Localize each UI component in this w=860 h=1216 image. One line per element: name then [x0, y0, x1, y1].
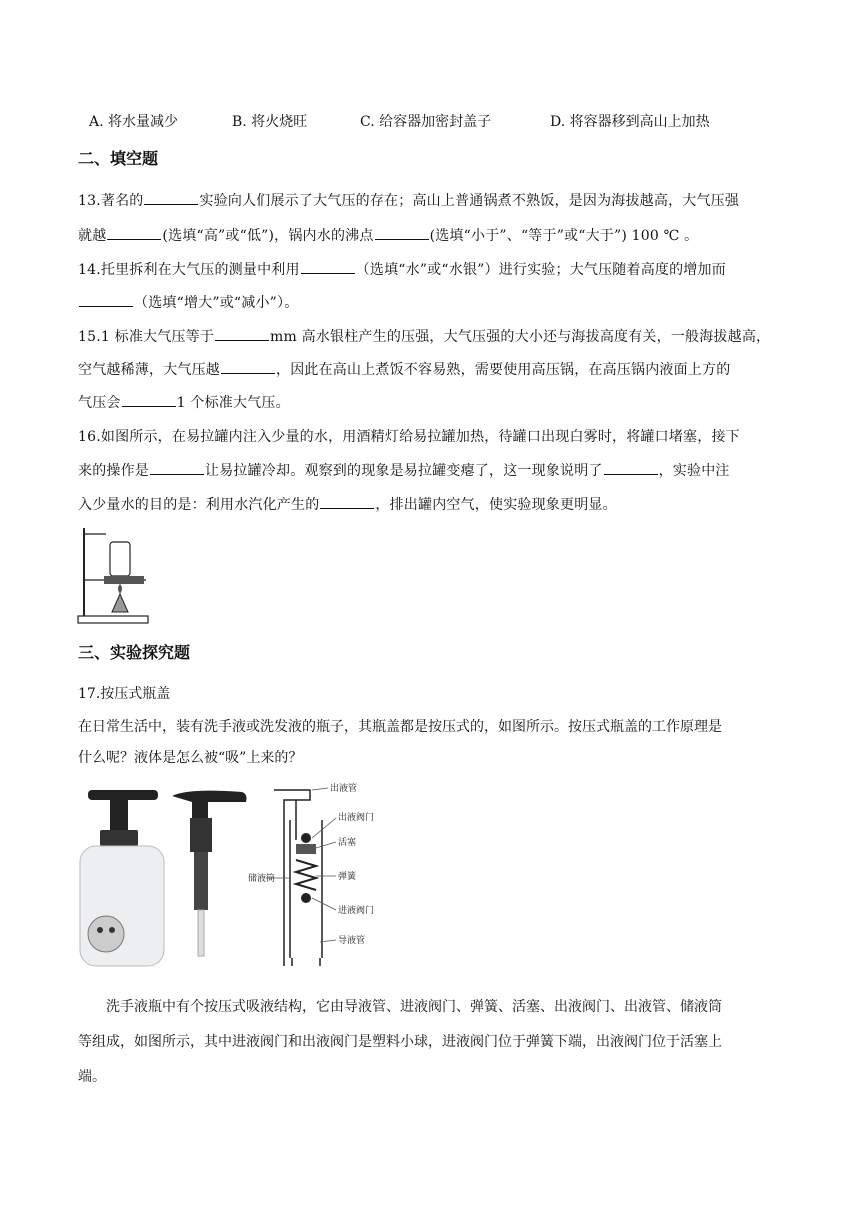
character-eye: [97, 927, 103, 933]
question-16-line-1: [78, 426, 740, 446]
text: 14.托里拆利在大气压的测量中利用: [78, 262, 300, 278]
text: 来的操作是: [78, 463, 149, 479]
text: 入少量水的目的是：利用水汽化产生的: [78, 497, 320, 513]
answer-blank[interactable]: [215, 327, 269, 341]
label-spring: 弹簧: [338, 872, 357, 882]
question-17-title: 17.按压式瓶盖: [78, 686, 171, 702]
text: mm 高水银柱产生的压强，大气压强的大小还与海拔高度有关，一般海拔越高，: [270, 329, 771, 345]
text: 空气越稀薄，大气压越: [78, 362, 220, 378]
inlet-valve-ball: [301, 893, 311, 903]
text: 就越: [78, 228, 107, 244]
can: [110, 542, 130, 576]
question-17-line-2: 什么呢？液体是怎么被“吸”上来的？: [78, 750, 303, 766]
question-13-line-1: [78, 190, 739, 210]
soap-bottle-figure: [78, 784, 168, 970]
text: 13.著名的: [78, 193, 144, 209]
option-b: B. 将火烧旺: [232, 114, 308, 130]
option-c: C. 给容器加密封盖子: [360, 114, 492, 130]
answer-blank[interactable]: [301, 260, 355, 274]
text: (选填“高”或“低”)，锅内水的沸点: [162, 228, 374, 244]
question-14-line-1: [78, 259, 726, 279]
guide-tube-walls: [292, 958, 320, 966]
wire-gauze: [104, 576, 144, 584]
pump-structure-diagram: [248, 780, 402, 972]
question-17-para-line-3: 端。: [78, 1069, 106, 1085]
text: （选填“增大”或“减小”）。: [134, 295, 299, 311]
answer-blank[interactable]: [107, 226, 161, 240]
question-13-line-2: [78, 225, 698, 245]
text: 实验向人们展示了大气压的存在；高山上普通锅煮不熟饭，是因为海拔越高，大气压强: [199, 193, 740, 209]
answer-blank[interactable]: [221, 360, 275, 374]
text: 气压会: [78, 395, 121, 411]
text: 15.1 标准大气压等于: [78, 329, 215, 345]
pump-head: [88, 790, 158, 800]
leader-line: [312, 898, 336, 910]
pump-cylinder: [194, 852, 208, 910]
stand-base: [78, 616, 148, 623]
pump-figure: [168, 788, 258, 958]
answer-blank[interactable]: [604, 461, 658, 475]
label-piston: 活塞: [338, 838, 357, 848]
text: ，实验中注: [658, 463, 730, 479]
flame: [118, 584, 122, 594]
question-16-line-3: [78, 494, 617, 514]
question-17-line-1: 在日常生活中，装有洗手液或洗发液的瓶子，其瓶盖都是按压式的，如图所示。按压式瓶盖的工作原理是: [78, 719, 722, 735]
leader-line: [312, 818, 336, 838]
can-heating-figure: [76, 522, 156, 626]
answer-blank[interactable]: [150, 461, 204, 475]
section-heading-fill-blank: 二、填空题: [78, 149, 159, 168]
pump-cap: [190, 818, 212, 852]
text: ，因此在高山上煮饭不容易熟，需要使用高压锅，在高压锅内液面上方的: [276, 362, 731, 378]
pump-neck: [110, 800, 128, 830]
label-guide-tube: 导液管: [338, 936, 366, 946]
text: 1 个标准大气压。: [176, 395, 290, 411]
text: ，排出罐内空气，使实验现象更明显。: [375, 497, 617, 513]
leader-line: [312, 788, 328, 790]
alcohol-lamp: [112, 594, 128, 612]
label-inlet-valve: 进液阀门: [338, 906, 375, 916]
question-17-para-line-2: 等组成，如图所示，其中进液阀门和出液阀门是塑料小球，进液阀门位于弹簧下端，出液阀门位于活塞上: [78, 1034, 722, 1050]
label-outlet-valve: 出液阀门: [338, 813, 375, 823]
leader-line: [316, 842, 336, 848]
text: 让易拉罐冷却。观察到的现象是易拉罐变瘪了，这一现象说明了: [205, 463, 603, 479]
pump-nozzle: [172, 791, 247, 818]
section-heading-experiment: 三、实验探究题: [78, 643, 191, 662]
question-14-line-2: [78, 292, 298, 312]
question-15-line-2: [78, 359, 730, 379]
label-outlet-tube: 出液管: [330, 784, 358, 794]
label-reservoir: 储液筒: [248, 874, 276, 884]
question-17-para-line-1: 洗手液瓶中有个按压式吸液结构，它由导液管、进液阀门、弹簧、活塞、出液阀门、出液管、储液筒: [106, 999, 722, 1015]
answer-blank[interactable]: [144, 191, 198, 205]
answer-blank[interactable]: [375, 226, 429, 240]
answer-blank[interactable]: [122, 393, 176, 407]
character-eye: [109, 927, 115, 933]
outlet-valve-ball: [301, 833, 311, 843]
answer-blank[interactable]: [79, 293, 133, 307]
question-15-line-3: [78, 392, 290, 412]
option-d: D. 将容器移到高山上加热: [550, 114, 710, 130]
answer-blank[interactable]: [320, 495, 374, 509]
bottle-body: [80, 846, 164, 966]
spring: [296, 860, 316, 890]
question-15-line-1: [78, 326, 770, 346]
text: (选填“小于”、“等于”或“大于”) 100 ℃ 。: [429, 228, 699, 244]
bottle-label-character: [88, 916, 124, 952]
question-16-line-2: [78, 460, 730, 480]
text: 16.如图所示，在易拉罐内注入少量的水，用酒精灯给易拉罐加热，待罐口出现白雾时，将罐口堵塞，接下: [78, 429, 740, 445]
option-a: A. 将水量减少: [89, 114, 179, 130]
bottle-cap: [100, 830, 138, 846]
piston: [296, 844, 316, 854]
text: （选填“水”或“水银”）进行实验；大气压随着高度的增加而: [355, 262, 726, 278]
dip-tube: [198, 910, 204, 956]
